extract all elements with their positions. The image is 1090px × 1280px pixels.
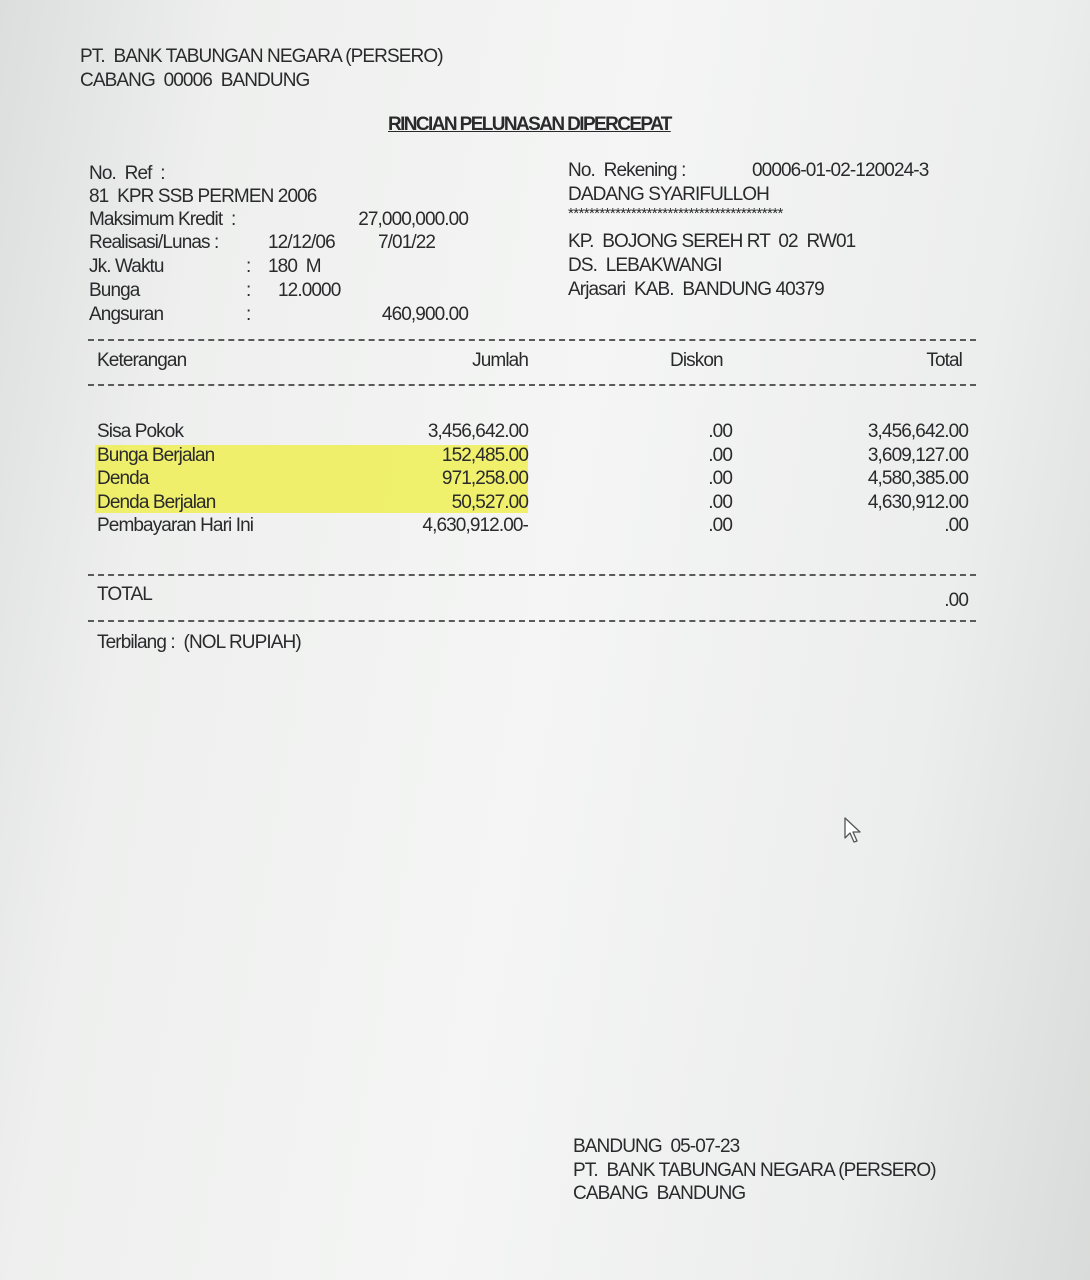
rekening-value: 00006-01-02-120024-3 [752, 160, 929, 181]
address-line-3: Arjasari KAB. BANDUNG 40379 [568, 279, 824, 300]
angsuran-label: Angsuran [89, 304, 164, 325]
row-total: .00 [944, 515, 968, 536]
footer-place-date: BANDUNG 05-07-23 [573, 1136, 740, 1157]
stars-separator: ***************************************** [568, 205, 783, 222]
total-bottom-divider [88, 620, 976, 622]
row-jumlah: 971,258.00 [441, 468, 528, 489]
footer-branch: CABANG BANDUNG [573, 1183, 746, 1204]
row-diskon: .00 [708, 445, 732, 466]
rekening-label: No. Rekening : [568, 160, 686, 181]
row-total: 3,609,127.00 [867, 445, 968, 466]
footer-bank-name: PT. BANK TABUNGAN NEGARA (PERSERO) [573, 1160, 936, 1181]
jangka-waktu-label: Jk. Waktu [89, 256, 164, 277]
header-keterangan: Keterangan [97, 350, 187, 371]
mouse-pointer-icon [843, 816, 863, 844]
header-jumlah: Jumlah [472, 350, 528, 371]
row-diskon: .00 [708, 468, 732, 489]
row-diskon: .00 [708, 421, 732, 442]
ref-label: No. Ref : [89, 163, 165, 184]
realisasi-date: 12/12/06 [268, 232, 335, 253]
address-line-1: KP. BOJONG SEREH RT 02 RW01 [568, 231, 856, 252]
bunga-sep: : [246, 280, 251, 301]
bunga-value: 12.0000 [278, 280, 341, 301]
row-label: Denda [97, 468, 149, 489]
row-total: 4,630,912.00 [867, 492, 968, 513]
row-jumlah: 4,630,912.00- [422, 515, 528, 536]
branch-header: CABANG 00006 BANDUNG [80, 70, 310, 91]
row-total: 3,456,642.00 [867, 421, 968, 442]
row-total: 4,580,385.00 [867, 468, 968, 489]
ref-value: 81 KPR SSB PERMEN 2006 [89, 186, 317, 207]
table-header-divider [88, 384, 976, 386]
row-label: Pembayaran Hari Ini [97, 515, 254, 536]
header-diskon: Diskon [670, 350, 723, 371]
jangka-waktu-value: 180 M [268, 256, 321, 277]
bank-name-header: PT. BANK TABUNGAN NEGARA (PERSERO) [80, 46, 443, 67]
address-line-2: DS. LEBAKWANGI [568, 255, 722, 276]
bunga-label: Bunga [89, 280, 140, 301]
document-title: RINCIAN PELUNASAN DIPERCEPAT [388, 114, 671, 135]
row-jumlah: 50,527.00 [451, 492, 528, 513]
angsuran-value: 460,900.00 [381, 304, 468, 325]
header-total: Total [926, 350, 962, 371]
total-value: .00 [944, 590, 968, 611]
realisasi-label: Realisasi/Lunas : [89, 232, 219, 253]
row-jumlah: 3,456,642.00 [427, 421, 528, 442]
row-label: Sisa Pokok [97, 421, 184, 442]
table-top-divider [88, 339, 976, 341]
row-diskon: .00 [708, 492, 732, 513]
row-label: Bunga Berjalan [97, 445, 215, 466]
row-label: Denda Berjalan [97, 492, 216, 513]
jangka-waktu-sep: : [246, 256, 251, 277]
lunas-date: 7/01/22 [378, 232, 436, 253]
terbilang-text: Terbilang : (NOL RUPIAH) [97, 632, 301, 653]
customer-name: DADANG SYARIFULLOH [568, 184, 769, 205]
total-top-divider [88, 574, 976, 576]
max-credit-label: Maksimum Kredit : [89, 209, 236, 230]
row-diskon: .00 [708, 515, 732, 536]
max-credit-value: 27,000,000.00 [358, 209, 468, 230]
total-label: TOTAL [97, 584, 152, 605]
angsuran-sep: : [246, 304, 251, 325]
row-jumlah: 152,485.00 [441, 445, 528, 466]
